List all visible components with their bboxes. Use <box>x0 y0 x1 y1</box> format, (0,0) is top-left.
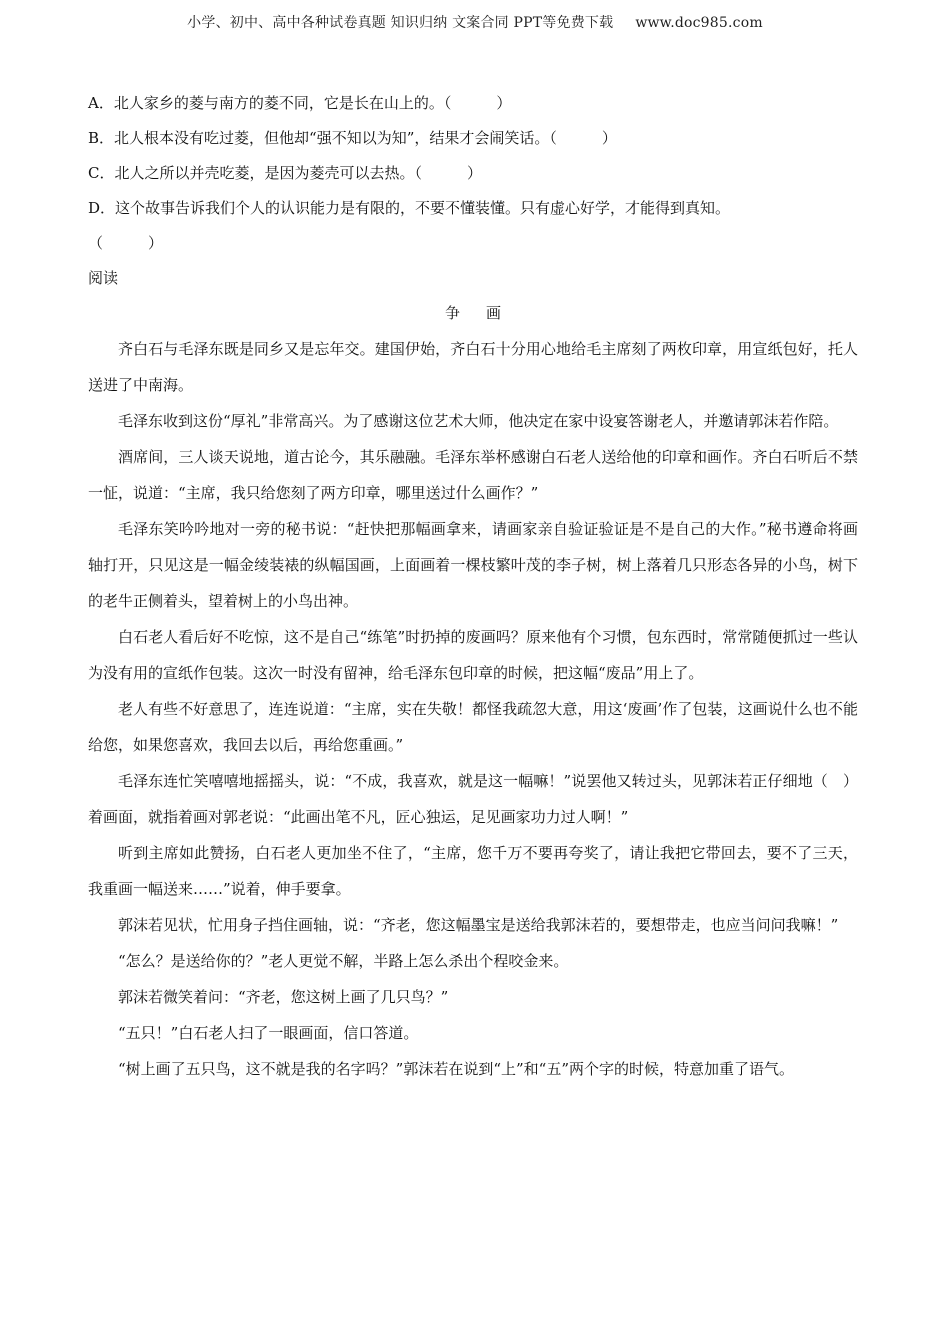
option-c: C．北人之所以并壳吃菱，是因为菱壳可以去热。（ ） <box>88 164 482 182</box>
option-a: A．北人家乡的菱与南方的菱不同，它是长在山上的。（ ） <box>88 94 512 112</box>
paragraph-4: 毛泽东笑吟吟地对一旁的秘书说：“赶快把那幅画拿来，请画家亲自验证验证是不是自己的大作。”秘书遵命将画轴打开，只见这是一幅金绫装裱的纵幅国画，上面画着一棵枝繁叶茂的李子树，树上落着几只形态各异的小鸟，树下的老牛正侧着头，望着树上的小鸟出神。 <box>88 520 858 610</box>
paragraph-13: “树上画了五只鸟，这不就是我的名字吗？”郭沫若在说到“上”和“五”两个字的时候，特意加重了语气。 <box>118 1060 795 1078</box>
reading-section-label: 阅读 <box>88 269 119 287</box>
title-char-2: 画 <box>486 304 502 322</box>
paragraph-5: 白石老人看后好不吃惊，这不是自己“练笔”时扔掉的废画吗？原来他有个习惯，包东西时，常常随便抓过一些认为没有用的宣纸作包装。这次一时没有留神，给毛泽东包印章的时候，把这幅“废品”用上了。 <box>88 628 858 682</box>
passage-title <box>88 296 858 331</box>
option-b: B．北人根本没有吃过菱，但他却“强不知以为知”，结果才会闹笑话。（ ） <box>88 129 617 147</box>
paragraph-3: 酒席间，三人谈天说地，道古论今，其乐融融。毛泽东举杯感谢白石老人送给他的印章和画作。齐白石听后不禁一怔，说道：“主席，我只给您刻了两方印章，哪里送过什么画作？” <box>88 448 858 502</box>
page-header <box>0 12 950 32</box>
paragraph-10: “怎么？是送给你的？”老人更觉不解，半路上怎么杀出个程咬金来。 <box>118 952 569 970</box>
paragraph-6: 老人有些不好意思了，连连说道：“主席，实在失敬！都怪我疏忽大意，用这‘废画’作了包装，这画说什么也不能给您，如果您喜欢，我回去以后，再给您重画。” <box>88 700 858 754</box>
paragraph-8: 听到主席如此赞扬，白石老人更加坐不住了，“主席，您千万不要再夸奖了，请让我把它带回去，要不了三天，我重画一幅送来……”说着，伸手要拿。 <box>88 844 858 898</box>
header-text: 小学、初中、高中各种试卷真题 知识归纳 文案合同 PPT等免费下载 <box>187 15 614 31</box>
title-char-1: 争 <box>444 304 460 322</box>
paragraph-2: 毛泽东收到这份“厚礼”非常高兴。为了感谢这位艺术大师，他决定在家中设宴答谢老人，并邀请郭沫若作陪。 <box>118 412 839 430</box>
paragraph-9: 郭沫若见状，忙用身子挡住画轴，说：“齐老，您这幅墨宝是送给我郭沫若的，要想带走，也应当问问我嘛！” <box>118 916 839 934</box>
paragraph-12: “五只！”白石老人扫了一眼画面，信口答道。 <box>118 1024 419 1042</box>
header-url[interactable]: www.doc985.com <box>635 15 763 31</box>
document-body <box>88 86 858 1087</box>
paragraph-1: 齐白石与毛泽东既是同乡又是忘年交。建国伊始，齐白石十分用心地给毛主席刻了两枚印章，用宣纸包好，托人送进了中南海。 <box>88 340 858 394</box>
option-d-answer-paren: （ ） <box>88 234 164 252</box>
paragraph-11: 郭沫若微笑着问：“齐老，您这树上画了几只鸟？” <box>118 988 449 1006</box>
paragraph-7: 毛泽东连忙笑嘻嘻地摇摇头，说：“不成，我喜欢，就是这一幅嘛！”说罢他又转过头，见郭沫若正仔细地（ ）着画面，就指着画对郭老说：“此画出笔不凡，匠心独运，足见画家功力过人啊！” <box>88 772 858 826</box>
option-d: D．这个故事告诉我们个人的认识能力是有限的，不要不懂装懂。只有虚心好学，才能得到真知。 <box>88 199 731 217</box>
